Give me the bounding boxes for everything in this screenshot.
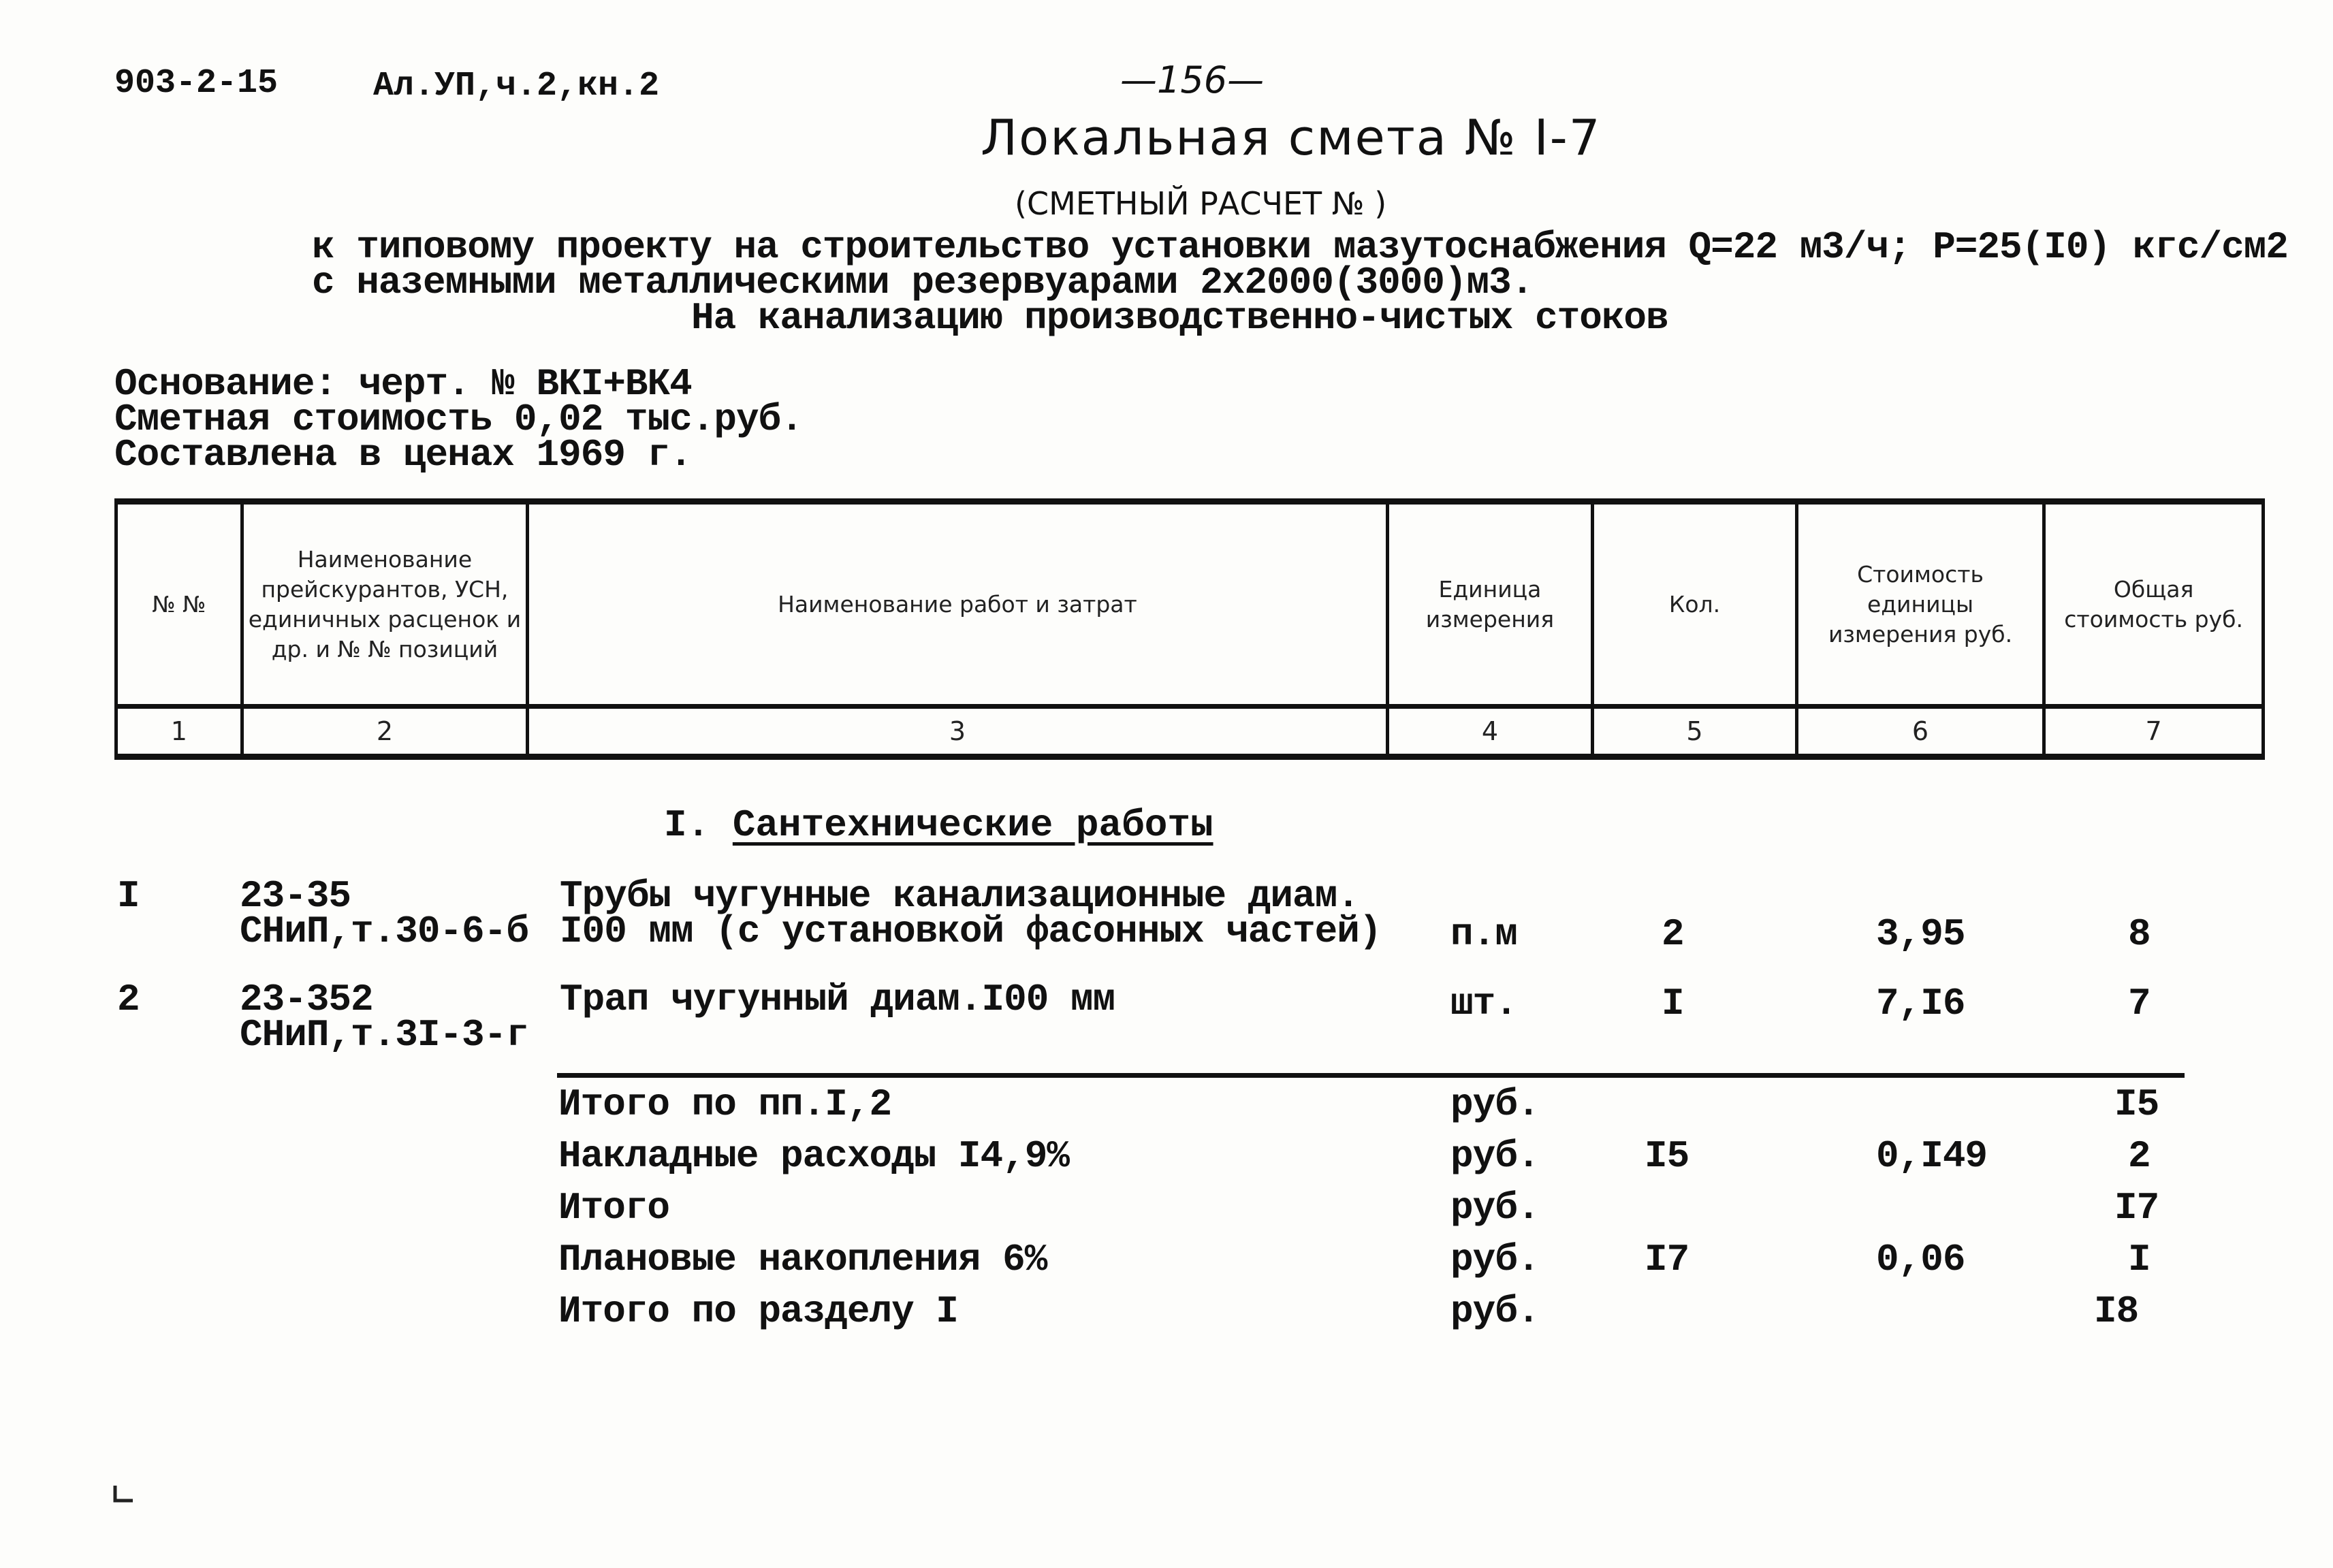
column-number-1: 1 (116, 707, 242, 757)
overhead-unit: руб. (1450, 1134, 1540, 1178)
price-level: Составлена в ценах 1969 г. (114, 433, 692, 477)
column-header-number: № № (116, 502, 242, 707)
column-header-unit-cost: Стоимость единицы измерения руб. (1796, 502, 2044, 707)
item-code-reference: СНиП,т.30-6-б (240, 910, 528, 953)
section-heading (664, 803, 1213, 847)
section-number: I. (664, 803, 710, 847)
totals-divider (557, 1073, 2185, 1078)
column-number-4: 4 (1387, 707, 1593, 757)
planned-savings-unit: руб. (1450, 1238, 1540, 1281)
column-number-6: 6 (1796, 707, 2044, 757)
album-reference: Ал.УП,ч.2,кн.2 (373, 67, 660, 106)
section-title: Сантехнические работы (732, 803, 1213, 847)
item-code: 23-352 (240, 978, 373, 1021)
column-header-unit: Единица измерения (1387, 502, 1593, 707)
subtotal-unit: руб. (1450, 1186, 1540, 1230)
basis-drawing: Основание: черт. № ВКI+ВК4 (114, 362, 692, 406)
section-total-unit: руб. (1450, 1290, 1540, 1333)
item-number: 2 (117, 978, 140, 1021)
item-total: 8 (2128, 912, 2151, 956)
column-number-3: 3 (528, 707, 1387, 757)
document-code: 903-2-15 (114, 64, 279, 103)
item-quantity: I (1662, 982, 1684, 1025)
column-header-quantity: Кол. (1593, 502, 1796, 707)
estimate-title: Локальная смета № I-7 (981, 109, 1602, 166)
column-header-code: Наименование прейскурантов, УСН, единичных расценок и др. и № № позиций (242, 502, 528, 707)
item-unit: шт. (1450, 982, 1517, 1025)
item-unit-price: 3,95 (1876, 912, 1965, 956)
item-code-reference: СНиП,т.3I-3-г (240, 1013, 528, 1057)
item-name: Трубы чугунные канализационные диам. (560, 874, 1359, 918)
section-total-label: Итого по разделу I (558, 1290, 958, 1333)
column-header-total-cost: Общая стоимость руб. (2044, 502, 2264, 707)
item-unit: п.м (1450, 912, 1517, 956)
column-number-2: 2 (242, 707, 528, 757)
estimated-cost: Сметная стоимость 0,02 тыс.руб. (114, 398, 803, 441)
corner-mark-icon (112, 1484, 140, 1505)
item-quantity: 2 (1662, 912, 1684, 956)
planned-savings-rate: 0,06 (1876, 1238, 1965, 1281)
totals-unit: руб. (1450, 1083, 1540, 1126)
column-header-work-name: Наименование работ и затрат (528, 502, 1387, 707)
item-unit-price: 7,I6 (1876, 982, 1965, 1025)
overhead-label: Накладные расходы I4,9% (558, 1134, 1069, 1178)
section-total-amount: I8 (2094, 1290, 2139, 1333)
item-number: I (117, 874, 140, 918)
page-number: —156— (1120, 59, 1265, 101)
item-name: Трап чугунный диам.I00 мм (560, 978, 1115, 1021)
project-description-line-1: к типовому проекту на строительство установки мазутоснабжения Q=22 м3/ч; Р=25(I0) кгс/см2 (312, 225, 2288, 269)
item-code: 23-35 (240, 874, 351, 918)
estimate-subject: На канализацию производственно-чистых стоков (691, 296, 1668, 340)
subtotal-amount: I7 (2114, 1186, 2159, 1230)
planned-savings-label: Плановые накопления 6% (558, 1238, 1047, 1281)
item-name-continued: I00 мм (с установкой фасонных частей) (560, 910, 1382, 953)
totals-label: Итого по пп.I,2 (558, 1083, 892, 1126)
estimate-subtitle: (СМЕТНЫЙ РАСЧЕТ № ) (1015, 185, 1387, 222)
column-number-5: 5 (1593, 707, 1796, 757)
planned-savings-amount: I (2128, 1238, 2151, 1281)
planned-savings-base: I7 (1645, 1238, 1689, 1281)
item-total: 7 (2128, 982, 2151, 1025)
overhead-amount: 2 (2128, 1134, 2151, 1178)
totals-amount: I5 (2114, 1083, 2159, 1126)
overhead-rate: 0,I49 (1876, 1134, 1988, 1178)
estimate-header-table (114, 498, 2265, 760)
overhead-base: I5 (1645, 1134, 1689, 1178)
column-number-7: 7 (2044, 707, 2264, 757)
subtotal-label: Итого (558, 1186, 670, 1230)
project-description-line-2: с наземными металлическими резервуарами 2х2000(3000)м3. (312, 261, 1534, 304)
